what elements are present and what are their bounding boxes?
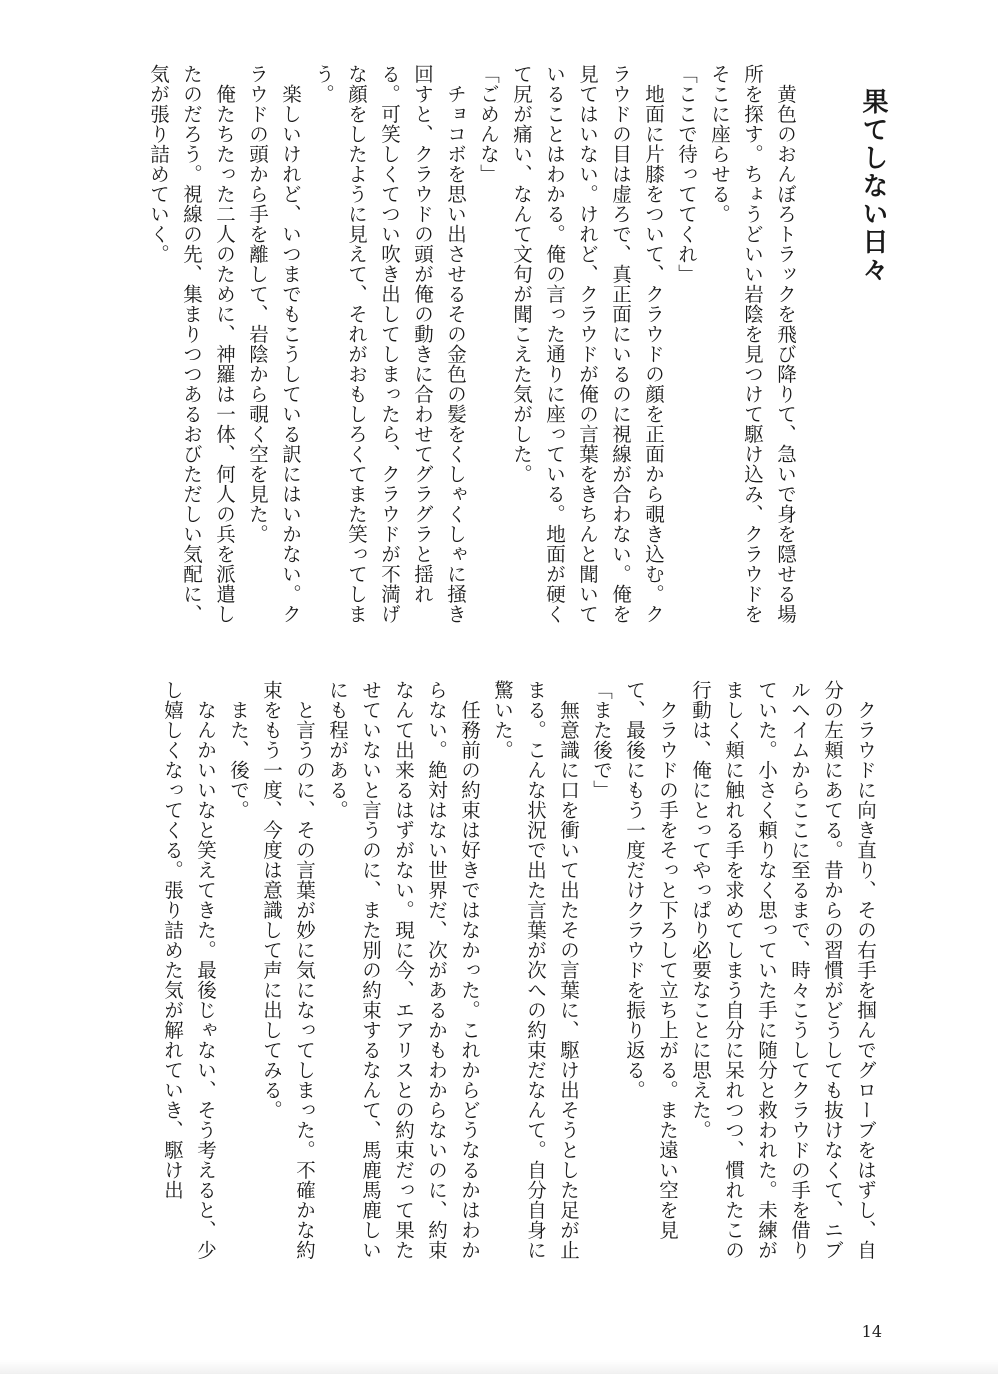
- text-block-top: [142, 64, 802, 624]
- page-number: 14: [861, 1322, 882, 1341]
- paragraph: 俺たちたった二人のために、神羅は一体、何人の兵を派遣したのだろう。視線の先、集まりつつあるおびただしい気配に、気が張り詰めていく。: [147, 64, 236, 624]
- page-title: 果てしない日々: [858, 88, 888, 284]
- page-edge-shadow: [0, 1360, 998, 1374]
- paragraph: 地面に片膝をついて、クラウドの顔を正面から覗き込む。クラウドの目は虚ろで、真正面にいるのに視線が合わない。俺を見てはいない。けれど、クラウドが俺の言葉をきちんと聞いていることはわかる。俺の言った通りに座っている。地面が硬くて尻が痛い、なんて文句が聞こえた気がした。: [510, 64, 665, 624]
- paragraph: クラウドの手をそっと下ろして立ち上がる。また遠い空を見て、最後にもう一度だけクラウドを振り返る。: [623, 680, 679, 1240]
- paragraph: また、後で。: [227, 680, 250, 820]
- paragraph: クラウドに向き直り、その右手を掴んでグローブをはずし、自分の左頬にあてる。昔からの習慣がどうしても抜けなくて、ニブルヘイムからここに至るまで、時々こうしてクラウドの手を借りていた。小さく頼りなく思っていた手に随分と救われた。未練がましく頬に触れる手を求めてしまう自分に呆れつつ、慣れたこの行動は、俺にとってやっぱり必要なことに思えた。: [689, 680, 877, 1260]
- paragraph: 黄色のおんぼろトラックを飛び降りて、急いで身を隠せる場所を探す。ちょうどいい岩陰を見つけて駆け込み、クラウドをそこに座らせる。: [708, 64, 797, 624]
- paragraph: チョコボを思い出させるその金色の髪をくしゃくしゃに掻き回すと、クラウドの頭が俺の動きに合わせてグラグラと揺れる。可笑しくてつい吹き出してしまったら、クラウドが不満げな顔をしたように見えて、それがおもしろくてまた笑ってしまう。: [312, 64, 467, 624]
- paragraph: なんかいいなと笑えてきた。最後じゃない、そう考えると、少し嬉しくなってくる。張り詰めた気が解れていき、駆け出: [161, 680, 217, 1260]
- text-block-bottom: [156, 680, 882, 1270]
- paragraph: 任務前の約束は好きではなかった。これからどうなるかはわからない。絶対はない世界だ、次があるかもわからないのに、約束なんて出来るはずがない。現に今、エアリスとの約束だって果たせていないと言うのに、また別の約束するなんて、馬鹿馬鹿しいにも程がある。: [326, 680, 481, 1260]
- paragraph: と言うのに、その言葉が妙に気になってしまった。不確かな約束をもう一度、今度は意識して声に出してみる。: [260, 680, 316, 1260]
- dialogue-line: 「また後で」: [590, 680, 613, 800]
- paragraph: 無意識に口を衝いて出たその言葉に、駆け出そうとした足が止まる。こんな状況で出た言葉が次への約束だなんて。自分自身に驚いた。: [491, 680, 580, 1260]
- dialogue-line: 「ここで待っててくれ」: [675, 64, 698, 284]
- paragraph: 楽しいけれど、いつまでもこうしている訳にはいかない。クラウドの頭から手を離して、岩陰から覗く空を見た。: [246, 64, 302, 624]
- dialogue-line: 「ごめんな」: [477, 64, 500, 184]
